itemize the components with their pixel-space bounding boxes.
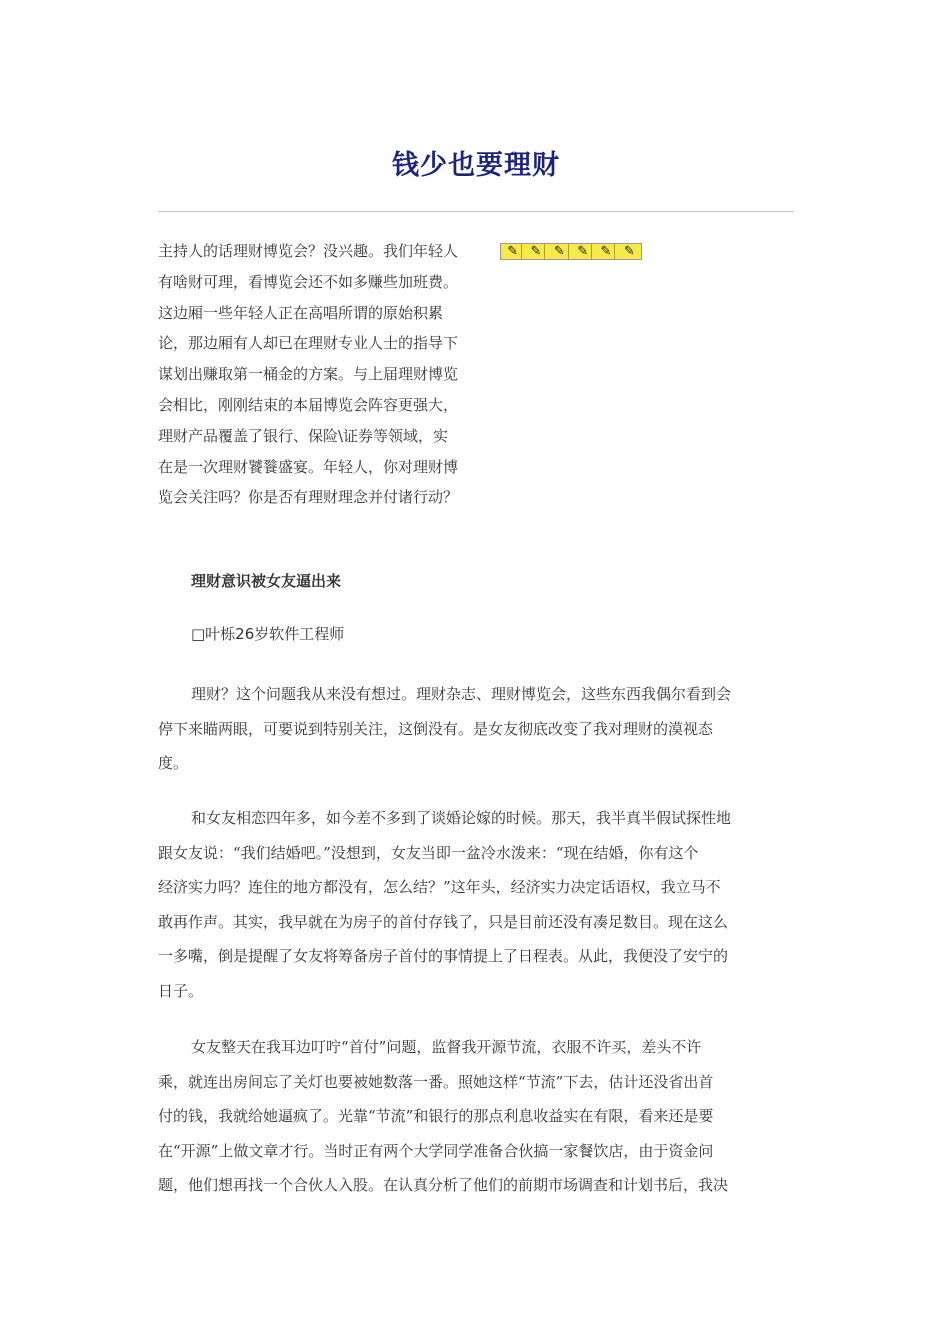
author-byline: □叶栎26岁软件工程师 xyxy=(191,625,345,643)
pen-nib-icon: ✎ xyxy=(577,244,592,259)
section-heading: 理财意识被女友逼出来 xyxy=(191,572,342,590)
intro-line: 有啥财可理，看博览会还不如多赚些加班费。 xyxy=(158,272,459,291)
pen-nib-icon: ✎ xyxy=(531,244,546,259)
paragraph-line: 敢再作声。其实，我早就在为房子的首付存钱了，只是目前还没有凑足数目。现在这么 xyxy=(158,912,729,931)
body-paragraph xyxy=(158,801,794,1008)
pen-nib-icon: ✎ xyxy=(601,244,616,259)
paragraph-line: 乘，就连出房间忘了关灯也要被她数落一番。照她这样“节流”下去，估计还没省出首 xyxy=(158,1072,714,1091)
intro-line: 览会关注吗？你是否有理财理念并付诸行动？ xyxy=(158,488,459,507)
paragraph-line: 停下来瞄两眼，可要说到特别关注，这倒没有。是女友彻底改变了我对理财的漠视态 xyxy=(158,719,714,738)
paragraph-line: 理财？这个问题我从来没有想过。理财杂志、理财博览会，这些东西我偶尔看到会 xyxy=(191,685,732,703)
paragraph-line: 和女友相恋四年多，如今差不多到了谈婚论嫁的时候。那天，我半真半假试探性地 xyxy=(191,809,732,827)
intro-line: 理财产品覆盖了银行、保险\证券等领域，实 xyxy=(158,426,449,445)
rating-badge xyxy=(500,243,642,260)
article-title: 钱少也要理财 xyxy=(392,150,560,181)
title-divider xyxy=(158,211,794,212)
paragraph-line: 付的钱，我就给她逼疯了。光靠“节流”和银行的那点利息收益实在有限，看来还是要 xyxy=(158,1107,714,1125)
body-paragraph xyxy=(158,1030,794,1203)
body-paragraph xyxy=(158,677,794,781)
pen-nib-icon: ✎ xyxy=(554,244,569,259)
paragraph-line: 跟女友说：“我们结婚吧。”没想到，女友当即一盆冷水泼来：“现在结婚，你有这个 xyxy=(158,843,699,862)
pen-nib-icon: ✎ xyxy=(623,244,635,259)
intro-line: 这边厢一些年轻人正在高唱所谓的原始积累 xyxy=(158,303,444,322)
paragraph-line: 日子。 xyxy=(158,981,204,1000)
paragraph-line: 在“开源”上做文章才行。当时正有两个大学同学准备合伙搞一家餐饮店，由于资金问 xyxy=(158,1141,714,1160)
host-intro xyxy=(158,236,498,513)
paragraph-line: 女友整天在我耳边叮咛“首付”问题，监督我开源节流，衣服不许买，差头不许 xyxy=(191,1038,702,1056)
pen-nib-icon: ✎ xyxy=(507,244,522,259)
intro-line: 论，那边厢有人却已在理财专业人士的指导下 xyxy=(158,334,459,353)
intro-line: 会相比，刚刚结束的本届博览会阵容更强大， xyxy=(158,395,459,414)
intro-line: 主持人的话理财博览会？没兴趣。我们年轻人 xyxy=(158,242,459,260)
intro-line: 谋划出赚取第一桶金的方案。与上届理财博览 xyxy=(158,365,459,384)
paragraph-line: 题，他们想再找一个合伙人入股。在认真分析了他们的前期市场调查和计划书后，我决 xyxy=(158,1176,729,1194)
paragraph-line: 经济实力吗？连住的地方都没有，怎么结？”这年头，经济实力决定话语权，我立马不 xyxy=(158,878,721,896)
intro-line: 在是一次理财饕餮盛宴。年轻人，你对理财博 xyxy=(158,457,459,476)
paragraph-line: 一多嘴，倒是提醒了女友将筹备房子首付的事情提上了日程表。从此，我便没了安宁的 xyxy=(158,947,729,965)
paragraph-line: 度。 xyxy=(158,754,189,772)
